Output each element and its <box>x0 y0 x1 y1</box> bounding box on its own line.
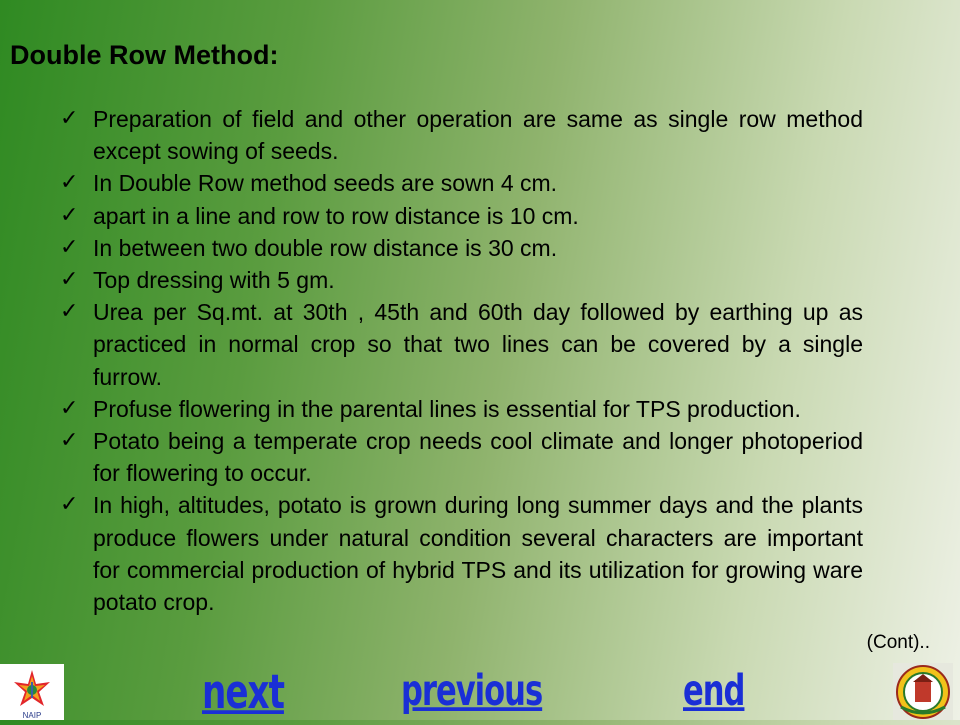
naip-emblem-icon <box>0 664 64 720</box>
checkmark-icon: ✓ <box>60 202 79 228</box>
bullet-item <box>60 393 863 425</box>
bullet-item <box>60 232 863 264</box>
bullet-item <box>60 200 863 232</box>
slide-title: Double Row Method: <box>10 40 279 70</box>
bullet-text: Profuse flowering in the parental lines is essential for TPS production. <box>93 395 801 422</box>
bullet-item <box>60 296 863 393</box>
checkmark-icon: ✓ <box>60 234 79 260</box>
checkmark-icon: ✓ <box>60 267 79 293</box>
bullet-item <box>60 264 863 296</box>
bullet-text: apart in a line and row to row distance is 10 cm. <box>93 202 579 229</box>
bullet-text: Potato being a temperate crop needs cool climate and longer photoperiod for flowering to occur. <box>93 428 863 487</box>
institute-seal-logo <box>893 663 953 720</box>
checkmark-icon: ✓ <box>60 106 79 131</box>
bullet-text: In high, altitudes, potato is grown during long summer days and the plants produce flowers under natural condition several characters are important for commercial production of hybrid TPS and its utilization for growing ware potato crop. <box>93 492 863 616</box>
bullet-item <box>60 103 863 167</box>
checkmark-icon: ✓ <box>60 395 79 421</box>
naip-logo <box>0 664 64 720</box>
continued-label: (Cont).. <box>866 632 930 653</box>
bullet-text: Preparation of field and other operation are same as single row method except sowing of seeds. <box>93 106 863 165</box>
bullet-item <box>60 167 863 199</box>
next-link[interactable]: next <box>202 664 284 719</box>
bullet-item <box>60 425 863 489</box>
bullet-text: In Double Row method seeds are sown 4 cm. <box>93 170 558 197</box>
bullet-list <box>60 103 863 618</box>
checkmark-icon: ✓ <box>60 428 79 454</box>
end-link[interactable]: end <box>683 666 745 716</box>
seal-icon <box>893 663 953 720</box>
bullet-item <box>60 489 863 618</box>
previous-link[interactable]: previous <box>401 666 543 716</box>
naip-logo-text: NAIP <box>22 711 42 720</box>
bullet-text: Urea per Sq.mt. at 30th , 45th and 60th day followed by earthing up as practiced in normal crop so that two lines can be covered by a single furrow. <box>93 299 863 390</box>
bullet-text: In between two double row distance is 30 cm. <box>93 234 558 261</box>
checkmark-icon: ✓ <box>60 299 79 325</box>
checkmark-icon: ✓ <box>60 170 79 196</box>
checkmark-icon: ✓ <box>60 492 79 518</box>
bullet-text: Top dressing with 5 gm. <box>93 267 335 294</box>
